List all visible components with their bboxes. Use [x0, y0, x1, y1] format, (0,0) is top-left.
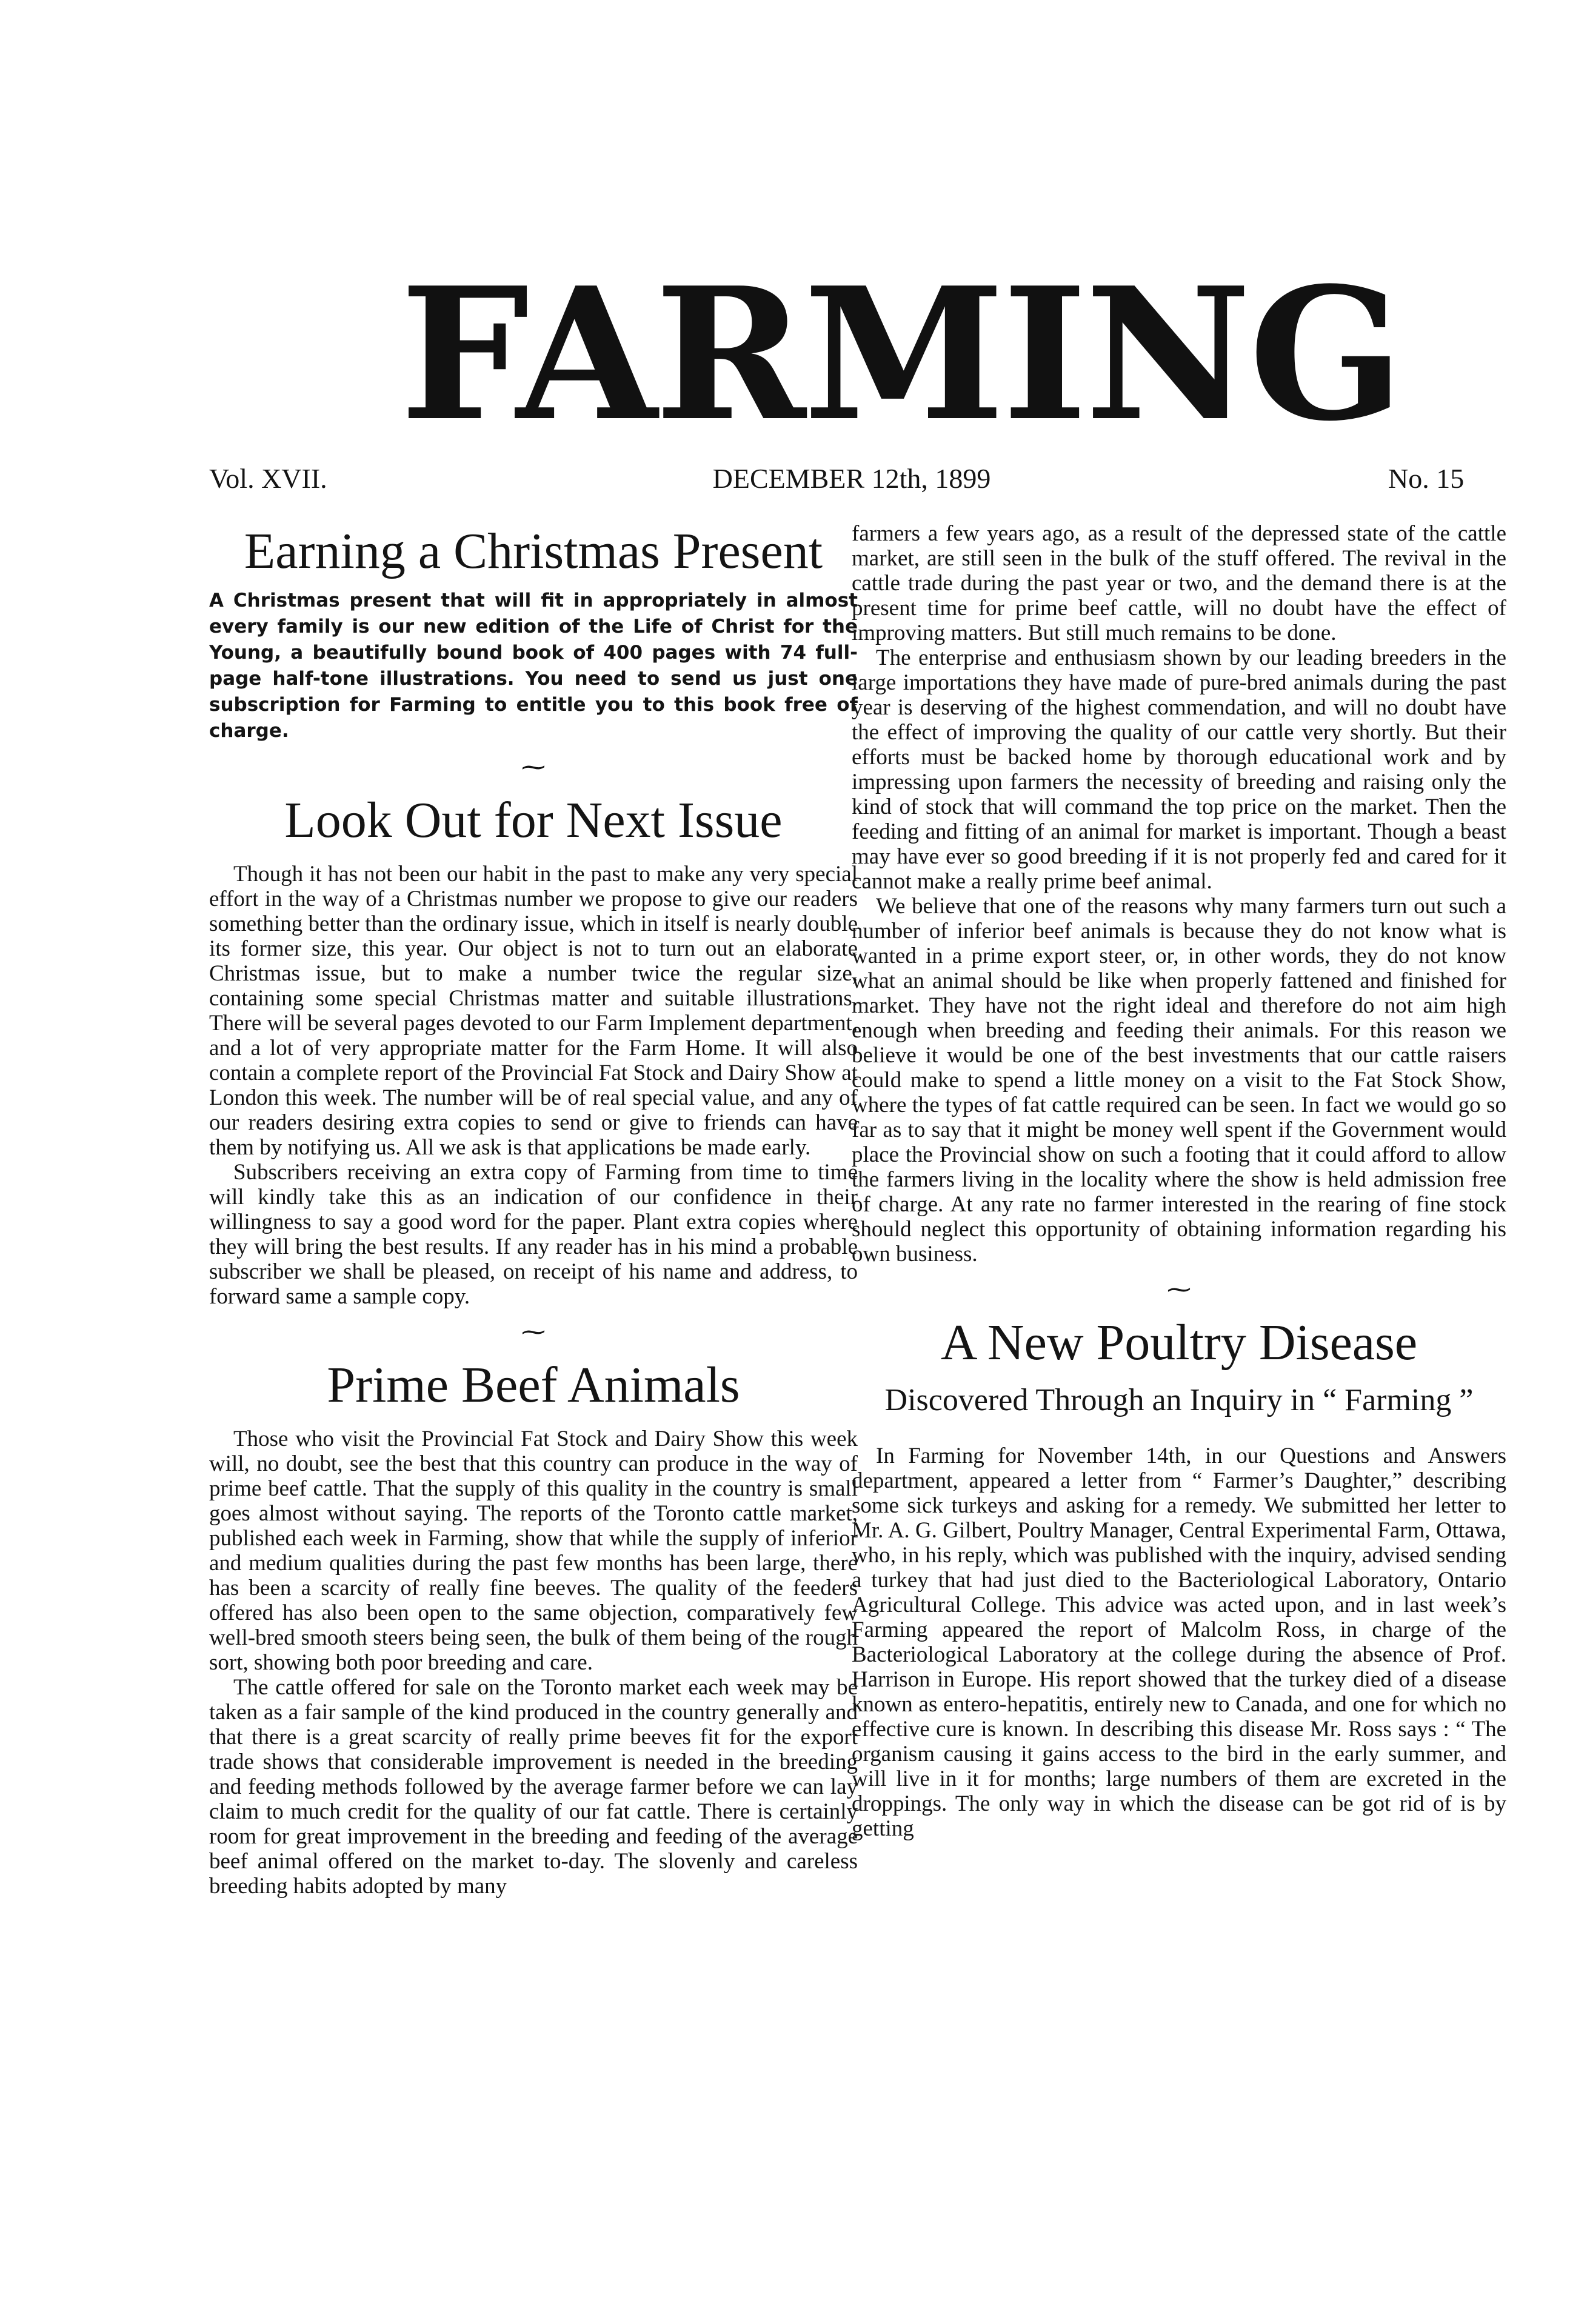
prime-beef-paragraph: The cattle offered for sale on the Toronto market each week may be taken as a fair sample of the kind produced in the country generally and that there is a great scarcity of really prime beeves fit for the export trade shows that considerable improvement is needed in the breeding and feeding methods followed by the average farmer before we can lay claim to much credit for the quality of our fat cattle. There is certainly room for great improvement in the breeding and feeding of the average beef animal offered on the market to-day. The slovenly and careless breeding habits adopted by many	[209, 1675, 858, 1899]
prime-beef-continued-paragraph: farmers a few years ago, as a result of the depressed state of the cattle market, are still seen in the bulk of the stuff offered. The revival in the cattle trade during the past year or two, and the demand there is at the present time for prime beef cattle, will no doubt have the effect of improving matters. But still much remains to be done.	[852, 521, 1506, 645]
prime-beef-continued-paragraph: The enterprise and enthusiasm shown by our leading breeders in the large importations they have made of pure-bred animals during the past year is deserving of the highest commendation, and will no doubt have the effect of improving the quality of our cattle very shortly. But their efforts must be backed home by thorough educational work and by impressing upon farmers the necessity of breeding and raising only the kind of stock that will command the top price on the market. Then the feeding and fitting of an animal for market is important. Though a beast may have ever so good breeding if it is not properly fed and cared for it cannot make a really prime beef animal.	[852, 645, 1506, 894]
ornament-divider: ⁓	[521, 1318, 546, 1345]
prime-beef-paragraph: Those who visit the Provincial Fat Stock and Dairy Show this week will, no doubt, see the best that this country can produce in the way of prime beef cattle. That the supply of this quality in the country is small goes almost without saying. The reports of the Toronto cattle market, published each week in Farming, show that while the supply of inferior and medium qualities during the past few months has been large, there has been a scarcity of really fine beeves. The quality of the feeders offered has also been open to the same objection, comparatively few well-bred smooth steers being seen, the bulk of them being of the rough sort, showing both poor breeding and care.	[209, 1427, 858, 1675]
prime-beef-continued-paragraph: We believe that one of the reasons why many farmers turn out such a number of inferior beef animals is because they do not know what is wanted in a prime export steer, or, in other words, they do not know what an animal should be like when properly fattened and finished for market. They have not the right ideal and therefore do not aim high enough when breeding and feeding their animals. For this reason we believe it would be one of the best investments that our cattle raisers could make to spend a little money on a visit to the Fat Stock Show, where the types of fat cattle required can be seen. In fact we would go so far as to say that it might be money well spent if the Government would place the Provincial show on such a footing that it could afford to allow the farmers living in the locality where the show is held admission free of charge. At any rate no farmer interested in the rearing of fine stock should neglect this opportunity of obtaining information regarding his own business.	[852, 894, 1506, 1267]
prime-beef-heading: Prime Beef Animals	[327, 1357, 740, 1413]
ornament-divider: ⁓	[521, 753, 546, 781]
christmas-lead: A Christmas present that will fit in appropriately in almost every family is our new edition of the Life of Christ for the Young, a beautifully bound book of 400 pages with 74 full-page half-tone illustrations. You need to send us just one subscription for Farming to entitle you to this book free of charge.	[209, 590, 858, 742]
next-issue-paragraph: Subscribers receiving an extra copy of Farming from time to time will kindly take this as an indication of our confidence in their willingness to say a good word for the paper. Plant extra copies where they will bring the best results. If any reader has in his mind a probable subscriber we shall be pleased, on receipt of his name and address, to forward same a sample copy.	[209, 1160, 858, 1309]
volume-label: Vol. XVII.	[209, 463, 327, 494]
christmas-heading: Earning a Christmas Present	[244, 523, 823, 579]
ornament-divider: ⁓	[1167, 1276, 1191, 1303]
poultry-paragraph: In Farming for November 14th, in our Questions and Answers department, appeared a letter from “ Farmer’s Daughter,” describing some sick turkeys and asking for a remedy. We submitted her letter to Mr. A. G. Gilbert, Poultry Manager, Central Experimental Farm, Ottawa, who, in his reply, which was published with the inquiry, advised sending a turkey that had just died to the Bacteriological Laboratory, Ontario Agricultural College. This advice was acted upon, and in last week’s Farming appeared the report of Malcolm Ross, in charge of the Bacteriological Laboratory at the college during the absence of Prof. Harrison in Europe. His report showed that the turkey died of a disease known as entero-hepatitis, entirely new to Canada, and one for which no effective cure is known. In describing this disease Mr. Ross says : “ The organism causing it gains access to the bird in the early summer, and will live in it for months; large numbers of them are excreted in the droppings. The only way in which the disease can be got rid of is by getting	[852, 1443, 1506, 1841]
issue-number: No. 15	[1388, 463, 1465, 494]
next-issue-heading: Look Out for Next Issue	[284, 792, 783, 848]
poultry-subheading: Discovered Through an Inquiry in “ Farming ”	[884, 1383, 1474, 1417]
right-column	[852, 521, 1506, 1841]
next-issue-paragraph: Though it has not been our habit in the past to make any very special effort in the way of a Christmas number we propose to give our readers something better than the ordinary issue, which in itself is nearly double its former size, this year. Our object is not to turn out an elaborate Christmas issue, but to make a number twice the regular size, containing some special Christmas matter and suitable illustrations. There will be several pages devoted to our Farm Implement department, and a lot of very appropriate matter for the Farm Home. It will also contain a complete report of the Provincial Fat Stock and Dairy Show at London this week. The number will be of real special value, and any of our readers desiring extra copies to send or give to friends can have them by notifying us. All we ask is that applications be made early.	[209, 862, 858, 1160]
left-column	[209, 521, 858, 1899]
issue-date: DECEMBER 12th, 1899	[712, 463, 991, 494]
poultry-heading: A New Poultry Disease	[940, 1314, 1418, 1371]
masthead-title: FARMING	[400, 247, 1402, 461]
